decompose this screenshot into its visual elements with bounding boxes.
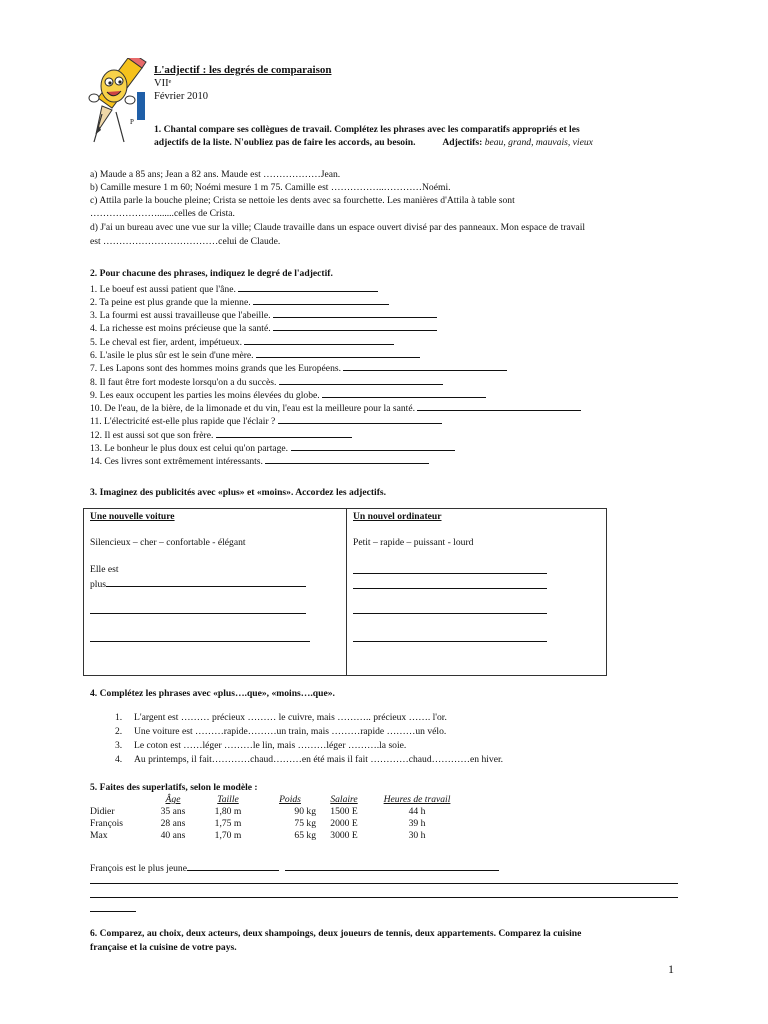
blue-logo-bar — [137, 92, 145, 120]
table-row: Max 40 ans 1,70 m 65 kg 3000 E 30 h — [90, 830, 426, 841]
answer-line[interactable] — [353, 641, 547, 642]
ex2-item: 13. Le bonheur le plus doux est celui qu'on partage. — [90, 442, 455, 454]
logo-letter: P — [130, 118, 134, 126]
answer-blank[interactable] — [244, 336, 394, 345]
ex3-table — [83, 508, 607, 676]
ex2-item: 3. La fourmi est aussi travailleuse que l'abeille. — [90, 309, 437, 321]
answer-line[interactable] — [353, 588, 547, 589]
ex3-title: 3. Imaginez des publicités avec «plus» et «moins». Accordez les adjectifs. — [90, 487, 387, 498]
ex2-item: 6. L'asile le plus sûr est le sein d'une mère. — [90, 349, 420, 361]
voiture-heading: Une nouvelle voiture — [90, 511, 175, 522]
ex1-line: d) J'ai un bureau avec une vue sur la ville; Claude travaille dans un espace ouvert divisé par des panneaux. Mon espace de travail — [90, 222, 586, 233]
ex2-title: 2. Pour chacune des phrases, indiquez le degré de l'adjectif. — [90, 268, 333, 279]
ex2-item: 1. Le boeuf est aussi patient que l'âne. — [90, 283, 378, 295]
page-title: L'adjectif : les degrés de comparaison — [154, 64, 332, 76]
ordinateur-adjectives: Petit – rapide – puissant - lourd — [353, 537, 474, 548]
answer-line[interactable] — [90, 641, 310, 642]
answer-line[interactable] — [90, 883, 678, 884]
ex1-instruction-text: adjectifs de la liste. N'oubliez pas de faire les accords, au besoin. — [154, 137, 416, 148]
ex1-line: a) Maude a 85 ans; Jean a 82 ans. Maude est ………………Jean. — [90, 169, 341, 180]
ex4-number: 4. — [115, 754, 123, 765]
ex1-line: est ………………………………celui de Claude. — [90, 236, 281, 247]
ex1-instruction-line2 — [154, 137, 593, 148]
ex2-item: 12. Il est aussi sot que son frère. — [90, 429, 352, 441]
answer-blank[interactable] — [343, 362, 507, 371]
ex6-line1: 6. Comparez, au choix, deux acteurs, deux shampoings, deux joueurs de tennis, deux appartements. Comparez la cuisine — [90, 928, 582, 939]
ex4-item: Au printemps, il fait…………chaud………en été mais il fait …………chaud…………en hiver. — [134, 754, 504, 765]
ex1-instruction-line1: 1. Chantal compare ses collègues de travail. Complétez les phrases avec les comparatifs appropriés et les — [154, 124, 580, 135]
ex4-number: 2. — [115, 726, 123, 737]
answer-line[interactable] — [90, 897, 678, 898]
ex2-item: 7. Les Lapons sont des hommes moins grands que les Européens. — [90, 362, 507, 374]
class-level: VIIᵉ — [154, 78, 172, 89]
answer-blank[interactable] — [273, 322, 437, 331]
table-row: Didier 35 ans 1,80 m 90 kg 1500 E 44 h — [90, 806, 426, 817]
voiture-line: plus — [90, 578, 306, 590]
answer-line[interactable] — [353, 613, 547, 614]
ex1-line: c) Attila parle la bouche pleine; Crista se nettoie les dents avec sa fourchette. Les manières d'Attila à table sont — [90, 195, 515, 206]
ex4-item: Une voiture est ………rapide………un train, mais ………rapide ………un vélo. — [134, 726, 447, 737]
adjectifs-list: beau, grand, mauvais, vieux — [484, 137, 593, 148]
adjectifs-label: Adjectifs: — [442, 137, 483, 148]
ex1-line: ………………….......celles de Crista. — [90, 208, 235, 219]
answer-blank[interactable] — [106, 578, 306, 587]
answer-blank[interactable] — [322, 389, 486, 398]
ex4-title: 4. Complétez les phrases avec «plus….que», «moins….que». — [90, 688, 335, 699]
ex3-left-cell — [84, 509, 347, 676]
header-salaire: Salaire — [330, 794, 358, 805]
header-age: Âge — [165, 794, 181, 805]
answer-blank[interactable] — [291, 442, 455, 451]
ex2-item: 10. De l'eau, de la bière, de la limonade et du vin, l'eau est la meilleure pour la santé. — [90, 402, 581, 414]
ex5-example: François est le plus jeune — [90, 862, 499, 874]
header-poids: Poids — [279, 794, 301, 805]
answer-blank[interactable] — [278, 415, 442, 424]
ex1-line: b) Camille mesure 1 m 60; Noémi mesure 1 m 75. Camille est ……………..…………Noémi. — [90, 182, 451, 193]
answer-blank[interactable] — [417, 402, 581, 411]
ex2-item: 2. Ta peine est plus grande que la mienne. — [90, 296, 389, 308]
answer-blank[interactable] — [285, 862, 499, 871]
answer-blank[interactable] — [265, 455, 429, 464]
header-heures: Heures de travail — [383, 794, 451, 805]
ex2-item: 11. L'électricité est-elle plus rapide que l'éclair ? — [90, 415, 442, 427]
ex4-number: 3. — [115, 740, 123, 751]
answer-blank[interactable] — [238, 283, 378, 292]
ex5-title: 5. Faites des superlatifs, selon le modèle : — [90, 782, 258, 793]
ex2-item: 9. Les eaux occupent les parties les moins élevées du globe. — [90, 389, 486, 401]
ex4-number: 1. — [115, 712, 123, 723]
answer-blank[interactable] — [216, 429, 352, 438]
ex2-item: 8. Il faut être fort modeste lorsqu'on a du succès. — [90, 376, 443, 388]
ex2-item: 4. La richesse est moins précieuse que la santé. — [90, 322, 437, 334]
ex2-item: 14. Ces livres sont extrêmement intéressants. — [90, 455, 429, 467]
answer-line[interactable] — [353, 573, 547, 574]
answer-blank[interactable] — [187, 862, 279, 871]
answer-blank[interactable] — [253, 296, 389, 305]
date: Février 2010 — [154, 91, 208, 102]
ordinateur-heading: Un nouvel ordinateur — [353, 511, 442, 522]
ex4-item: Le coton est ……léger ………le lin, mais ………léger ……….la soie. — [134, 740, 407, 751]
answer-line[interactable] — [90, 613, 306, 614]
answer-blank[interactable] — [279, 376, 443, 385]
ex2-item: 5. Le cheval est fier, ardent, impétueux. — [90, 336, 394, 348]
ex6-line2: française et la cuisine de votre pays. — [90, 942, 237, 953]
superlatif-table — [90, 794, 462, 842]
answer-blank[interactable] — [273, 309, 437, 318]
voiture-start: Elle est — [90, 564, 119, 575]
answer-line[interactable] — [90, 911, 136, 912]
ex3-right-cell — [347, 509, 607, 676]
page-number: 1 — [668, 962, 674, 976]
table-row: François 28 ans 1,75 m 75 kg 2000 E 39 h — [90, 818, 426, 829]
voiture-adjectives: Silencieux – cher – confortable - élégant — [90, 537, 246, 548]
ex4-item: L'argent est ……… précieux ……… le cuivre, mais ……….. précieux ……. l'or. — [134, 712, 447, 723]
answer-blank[interactable] — [256, 349, 420, 358]
header-taille: Taille — [217, 794, 239, 805]
